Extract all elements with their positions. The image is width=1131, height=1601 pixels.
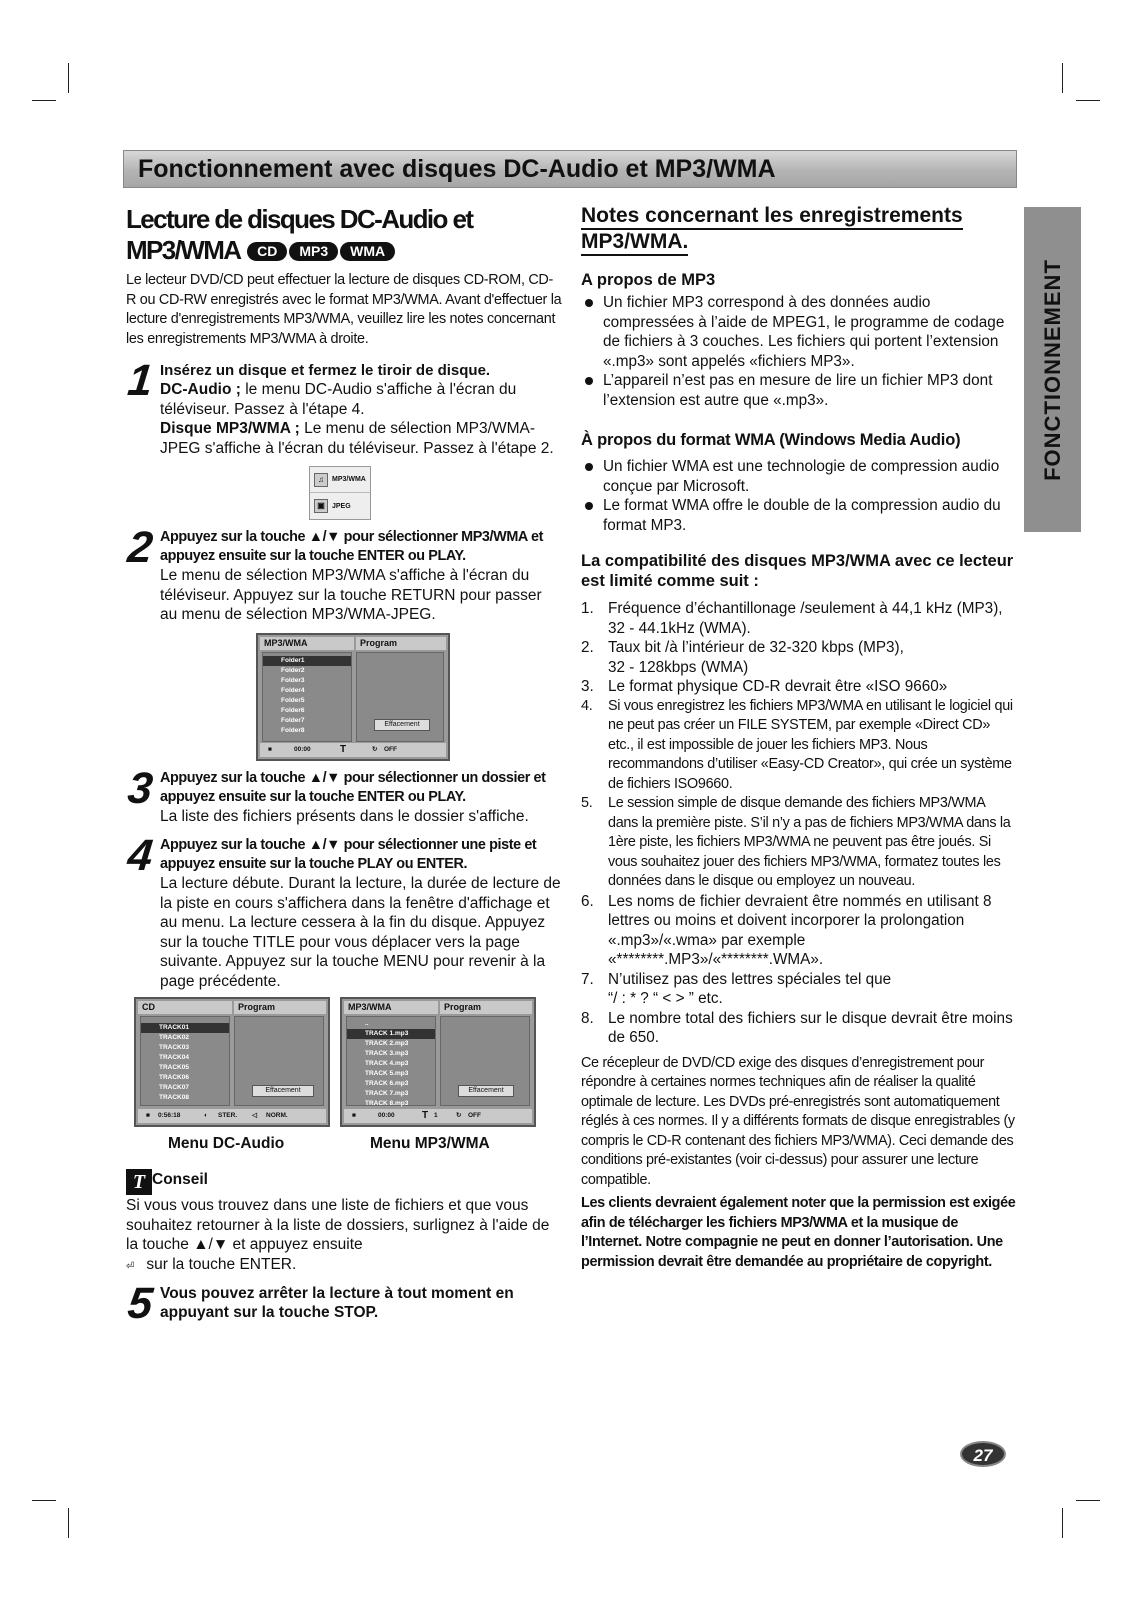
list-item: [581, 1009, 1017, 1048]
item-number: 3.: [581, 678, 594, 695]
screen-header-left: CD: [138, 1001, 232, 1014]
list-item: [581, 599, 1017, 638]
dc-audio-menu-screen: [134, 997, 330, 1127]
crop-mark: [68, 1508, 69, 1538]
screen-header-right: Program: [440, 1001, 532, 1014]
list-item: [581, 794, 1017, 892]
enter-key-icon: ⏎: [126, 1260, 135, 1272]
crop-mark: [1062, 1508, 1063, 1538]
crop-mark: [1076, 1500, 1100, 1501]
step-2: [125, 523, 562, 625]
list-item[interactable]: TRACK 4.mp3: [365, 1060, 409, 1067]
copyright-note: Les clients devraient également noter que la permission est exigée afin de télécharger les fichiers MP3/WMA et la musique de l’Internet. Notre compagnie ne peut en donner l’autorisation. Une permission devrait être demandée au propriétaire de copyright.: [581, 1195, 1016, 1270]
item-number: 6.: [581, 892, 594, 910]
tip-text-continued: [126, 1255, 562, 1277]
mp3-disc-text: Le menu de sélection MP3/WMA-JPEG s'affiche à l'écran du téléviseur. Passez à l'étape 2.: [160, 420, 554, 457]
intro-paragraph: Le lecteur DVD/CD peut effectuer la lecture de disques CD-ROM, CD-R ou CD-RW enregistrés avec le format MP3/WMA. Avant d'effectuer la lecture d'enregistrements MP3/WMA, veuillez lire les notes concernant les enregistrements MP3/WMA à droite.: [126, 272, 562, 347]
item-text-continued: 32 - 128kbps (WMA): [608, 658, 749, 676]
list-item[interactable]: TRACK06: [159, 1074, 189, 1081]
section-heading: [126, 204, 562, 266]
erase-button[interactable]: Effacement: [374, 719, 430, 731]
crop-mark: [32, 1500, 56, 1501]
title-number: 1: [434, 1112, 438, 1119]
screen-status-bar: [260, 743, 446, 757]
side-tab-label: FONCTIONNEMENT: [1039, 258, 1065, 481]
speaker-icon: ◁: [252, 1112, 257, 1119]
page-title-bar: [123, 150, 1017, 188]
list-item[interactable]: Folder5: [281, 696, 305, 704]
repeat-icon: ↻: [456, 1112, 462, 1119]
parent-folder-item[interactable]: ..: [365, 1020, 369, 1027]
erase-button[interactable]: Effacement: [458, 1085, 514, 1097]
track-list: [346, 1016, 436, 1106]
dc-audio-menu-caption: Menu DC-Audio: [168, 1135, 285, 1152]
list-item[interactable]: TRACK 6.mp3: [365, 1080, 409, 1087]
mp3-subheading: A propos de MP3: [581, 271, 716, 289]
list-item[interactable]: TRACK05: [159, 1064, 189, 1071]
compatibility-list: [581, 599, 1017, 1048]
step-4: [125, 831, 562, 991]
compatibility-subheading: La compatibilité des disques MP3/WMA avec ce lecteur est limité comme suit :: [581, 552, 1014, 590]
step-number: 3: [125, 763, 156, 813]
step-text: La lecture débute. Durant la lecture, la durée de lecture de la piste en cours s'affichera dans la fenêtre d'affichage et au menu. La lecture cessera à la fin du disque. Appuyez sur la touche TITLE pour vous déplacer vers la page suivante. Appuyez sur la touche MENU pour revenir à la page précédente.: [160, 875, 561, 990]
repeat-status: OFF: [468, 1112, 481, 1119]
repeat-icon: ↻: [372, 745, 378, 753]
stop-icon: ■: [268, 745, 272, 753]
time-display: 00:00: [378, 1112, 395, 1119]
section-side-tab: [1024, 207, 1081, 532]
tip-heading: [126, 1169, 562, 1195]
screen-status-bar: [344, 1109, 532, 1123]
item-text: Le session simple de disque demande des fichiers MP3/WMA dans la première piste. S’il n’y a pas de fichiers MP3/WMA dans la 1ère piste, les fichiers MP3/WMA ne peuvent pas être joués. Si vous souhaitez jouer des fichiers MP3/WMA, formatez toutes les données dans le disque ou employez un nouveau.: [608, 795, 1011, 889]
list-item[interactable]: TRACK 2.mp3: [365, 1040, 409, 1047]
step-number: 1: [125, 356, 156, 405]
title-icon: T: [422, 1110, 429, 1121]
item-number: 5.: [581, 795, 593, 811]
list-item[interactable]: Folder8: [281, 726, 305, 734]
track-list: [140, 1016, 230, 1106]
tip-box: [126, 1169, 562, 1276]
menu-option-mp3wma[interactable]: [310, 467, 370, 493]
item-text-continued: “/ : * ? “ < > ” etc.: [608, 990, 723, 1007]
mp3-bullets: [581, 293, 1017, 410]
title-icon: T: [340, 743, 347, 755]
repeat-status: OFF: [384, 745, 397, 753]
crop-mark: [32, 100, 56, 101]
list-item: [581, 677, 1017, 697]
screen-header-left: MP3/WMA: [344, 1001, 438, 1014]
step-text: [160, 419, 562, 458]
list-item: [581, 892, 1017, 970]
list-item[interactable]: Folder2: [281, 666, 305, 674]
step-number: 4: [125, 831, 156, 880]
item-number: 7.: [581, 970, 594, 988]
list-item[interactable]: TRACK07: [159, 1084, 189, 1091]
time-display: 0:56:18: [158, 1112, 181, 1119]
step-instruction: Insérez un disque et fermez le tiroir de disque.: [160, 362, 491, 379]
time-display: 00:00: [294, 745, 311, 753]
step-instruction: Appuyez sur la touche ▲/▼ pour sélectionner un dossier et appuyez ensuite sur la touche ENTER ou PLAY.: [160, 769, 546, 805]
bullet-item: L’appareil n’est pas en mesure de lire un fichier MP3 dont l’extension est autre que «.mp3».: [581, 371, 1017, 410]
list-item[interactable]: TRACK08: [159, 1094, 189, 1101]
music-note-icon: ♫: [314, 473, 328, 487]
list-item: [581, 970, 1017, 1009]
compatibility-note: Ce récepleur de DVD/CD exige des disques d’enregistrement pour répondre à certaines normes techniques afin de réaliser la qualité optimale de lecture. Les DVDs pré-enregistrés sont automatiquement réglés à ces normes. Il y a différents formats de disque enregistrables (y compris le CD-R contenant des fichiers MP3/WMA). Ceci demande des conditions pré-existantes (voir ci-dessus) pour assurer une lecture compatible.: [581, 1054, 1015, 1188]
item-text: Le nombre total des fichiers sur le disque devrait être moins de 650.: [608, 1009, 1013, 1046]
badge-mp3: MP3: [289, 242, 338, 261]
mp3-wma-menu-caption: Menu MP3/WMA: [370, 1135, 490, 1152]
crop-mark: [1076, 100, 1100, 101]
image-icon: ▣: [314, 499, 328, 513]
item-text: Les noms de fichier devraient être nommés en utilisant 8 lettres ou moins et doivent incorporer la prolongation «.mp3»/«.wma» par exemple «********.MP3»/«********.WMA».: [608, 892, 992, 968]
screen-header-right: Program: [234, 1001, 326, 1014]
folder-list: [262, 652, 352, 742]
page-number-badge: 27: [960, 1441, 1006, 1467]
erase-button[interactable]: Effacement: [252, 1085, 314, 1097]
item-text-continued: 32 - 44.1kHz (WMA).: [608, 619, 751, 637]
item-number: 4.: [581, 697, 593, 714]
wma-bullets: [581, 457, 1017, 535]
menu-screens-row: [126, 997, 562, 1161]
list-item[interactable]: TRACK03: [159, 1044, 189, 1051]
audio-mode: STER.: [218, 1112, 238, 1119]
item-text: Taux bit /à l’intérieur de 32-320 kbps (MP3),: [608, 639, 904, 656]
heading-line-2: MP3/WMA: [126, 235, 240, 265]
audio-icon: ◐: [204, 1112, 208, 1119]
item-number: 8.: [581, 1009, 594, 1027]
list-item[interactable]: TRACK 8.mp3: [365, 1100, 409, 1107]
screen-header-left: MP3/WMA: [260, 637, 354, 650]
tip-icon: T: [126, 1169, 152, 1195]
heading-line-1: Lecture de disques DC-Audio et: [126, 204, 473, 234]
step-number: 2: [125, 523, 156, 572]
step-instruction: Vous pouvez arrêter la lecture à tout moment en appuyant sur la touche STOP.: [160, 1285, 514, 1321]
page-title: Fonctionnement avec disques DC-Audio et MP3/WMA: [138, 155, 776, 183]
step-instruction: Appuyez sur la touche ▲/▼ pour sélectionner MP3/WMA et appuyez ensuite sur la touche ENTER ou PLAY.: [160, 529, 543, 564]
menu-option-label: MP3/WMA: [332, 476, 366, 483]
list-item[interactable]: TRACK 5.mp3: [365, 1070, 409, 1077]
mp3-folder-menu-screen: [256, 633, 450, 761]
menu-option-jpeg[interactable]: [310, 493, 370, 519]
dc-audio-label: DC-Audio ;: [160, 381, 241, 398]
step-1: [125, 356, 562, 458]
item-number: 1.: [581, 600, 594, 617]
list-item: [581, 638, 1017, 677]
tip-text-end: sur la touche ENTER.: [146, 1255, 297, 1273]
stop-icon: ■: [352, 1112, 356, 1119]
notes-heading: Notes concernant les enregistrements MP3/WMA.: [581, 204, 963, 256]
crop-mark: [1062, 63, 1063, 93]
bullet-item: Un fichier WMA est une technologie de compression audio conçue par Microsoft.: [581, 457, 1017, 496]
mp3-jpeg-selection-menu: [309, 466, 371, 520]
sound-mode: NORM.: [266, 1112, 288, 1119]
mp3-disc-label: Disque MP3/WMA ;: [160, 420, 300, 437]
list-item[interactable]: Folder3: [281, 676, 305, 684]
list-item: [581, 697, 1017, 795]
list-item[interactable]: Folder4: [281, 686, 305, 694]
list-item[interactable]: TRACK02: [159, 1034, 189, 1041]
step-text: La liste des fichiers présents dans le dossier s'affiche.: [160, 807, 529, 825]
step-3: [125, 763, 562, 827]
step-instruction: Appuyez sur la touche ▲/▼ pour sélectionner une piste et appuyez ensuite sur la touche PLAY ou ENTER.: [160, 837, 537, 872]
list-item[interactable]: Folder6: [281, 706, 305, 714]
item-text: N’utilisez pas des lettres spéciales tel que: [608, 970, 892, 988]
badge-cd: CD: [247, 242, 287, 261]
notes-heading-wrap: [581, 204, 1017, 256]
list-item[interactable]: Folder1: [263, 656, 351, 666]
crop-mark: [68, 63, 69, 93]
right-column: [581, 204, 1017, 1272]
step-5: [125, 1279, 562, 1328]
screen-status-bar: [138, 1109, 326, 1123]
item-number: 2.: [581, 639, 594, 656]
step-text: [160, 380, 562, 419]
mp3-wma-menu-screen: [340, 997, 536, 1127]
list-item[interactable]: TRACK 1.mp3: [347, 1029, 435, 1039]
tip-label: Conseil: [152, 1171, 208, 1188]
item-text: Le format physique CD-R devrait être «ISO 9660»: [608, 678, 948, 695]
wma-subheading: À propos du format WMA (Windows Media Audio): [581, 431, 961, 449]
step-text: Le menu de sélection MP3/WMA s'affiche à l'écran du téléviseur. Appuyez sur la touche RETURN pour passer au menu de sélection MP3/WMA-JPEG.: [160, 567, 542, 623]
list-item[interactable]: TRACK01: [141, 1023, 229, 1033]
list-item[interactable]: TRACK 7.mp3: [365, 1090, 409, 1097]
badge-wma: WMA: [340, 242, 395, 261]
list-item[interactable]: TRACK 3.mp3: [365, 1050, 409, 1057]
item-text: Si vous enregistrez les fichiers MP3/WMA en utilisant le logiciel qui ne peut pas créer un FILE SYSTEM, par exemple «Direct CD» etc., il est impossible de jouer les fichiers MP3. Nous recommandons d’utiliser «Easy-CD Creator», qui crée un système de fichiers ISO9660.: [608, 697, 1013, 792]
bullet-item: Un fichier MP3 correspond à des données audio compressées à l’aide de MPEG1, le programme de codage de fichiers à 3 couches. Les fichiers qui portent l’extension «.mp3» sont appelés «fichiers MP3».: [581, 293, 1017, 371]
tip-text: Si vous vous trouvez dans une liste de fichiers et que vous souhaitez retourner à la liste de dossiers, surlignez à l'aide de la touche ▲/▼ et appuyez ensuite: [126, 1197, 550, 1253]
list-item[interactable]: Folder7: [281, 716, 305, 724]
stop-icon: ■: [146, 1112, 150, 1119]
step-number: 5: [125, 1279, 156, 1328]
list-item[interactable]: TRACK04: [159, 1054, 189, 1061]
screen-header-right: Program: [356, 637, 446, 650]
left-column: [125, 204, 562, 1328]
bullet-item: Le format WMA offre le double de la compression audio du format MP3.: [581, 496, 1017, 535]
item-text: Fréquence d’échantillonage /seulement à 44,1 kHz (MP3),: [608, 600, 1003, 617]
menu-option-label: JPEG: [332, 502, 351, 510]
dc-audio-text: le menu DC-Audio s'affiche à l'écran du téléviseur. Passez à l'étape 4.: [160, 381, 517, 418]
